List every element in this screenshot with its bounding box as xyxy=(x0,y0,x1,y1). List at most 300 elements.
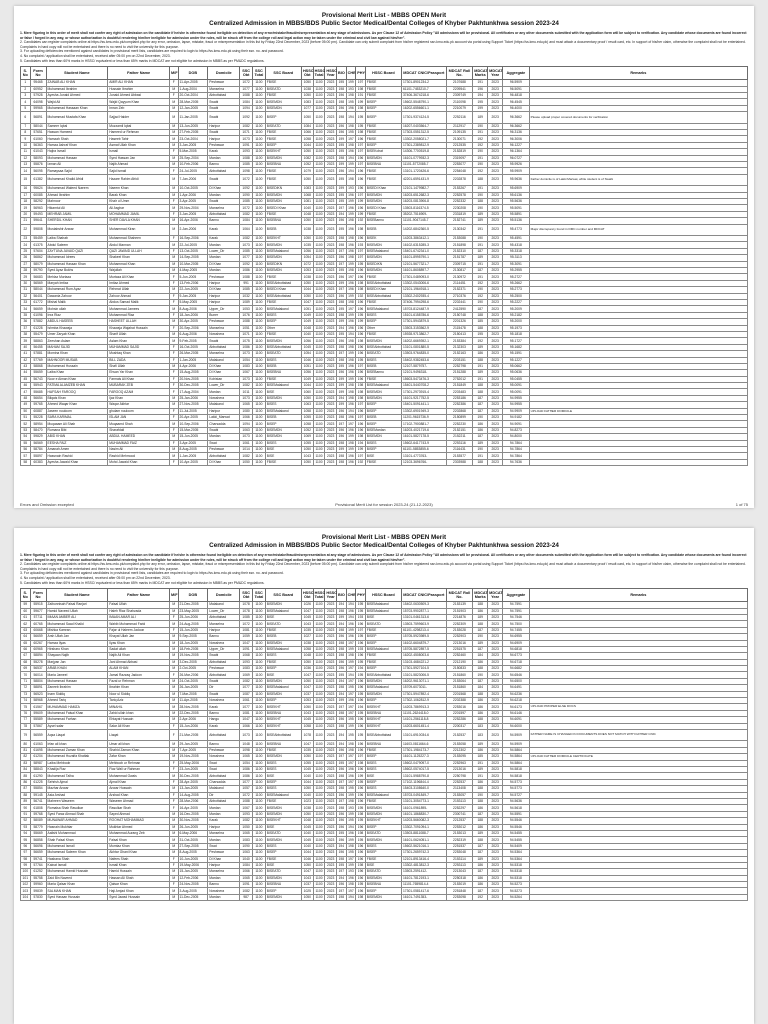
table-cell: 195 xyxy=(356,779,366,785)
table-cell: BISEP xyxy=(365,824,401,830)
table-cell: Mansehra xyxy=(208,351,240,357)
table-cell: 37 xyxy=(21,325,31,331)
table-cell: 1043 xyxy=(301,710,313,716)
table-cell: 59741 xyxy=(30,856,46,862)
table-cell: F xyxy=(170,723,179,729)
table-cell: 96.1364 xyxy=(503,149,530,155)
table-cell: Bannu xyxy=(208,218,240,224)
table-cell: Ehtayat Hussain xyxy=(108,717,170,723)
table-cell: 191 xyxy=(473,274,488,280)
table-cell: 101 xyxy=(21,875,31,881)
table-cell: 196 xyxy=(346,830,356,836)
table-cell: 2023 xyxy=(325,242,337,248)
table-cell: 94 xyxy=(21,830,31,836)
table-cell: 95.1591 xyxy=(503,351,530,357)
table-cell: 56095 xyxy=(30,168,46,174)
table-cell: 95.6909 xyxy=(503,186,530,192)
table-cell: 196 xyxy=(346,280,356,286)
table-cell: 1038 xyxy=(301,86,313,92)
table-cell: 2023 xyxy=(488,710,503,716)
table-cell: Ijaz Khan xyxy=(108,395,170,401)
table-cell: 1011 xyxy=(240,389,253,395)
table-cell: 1100 xyxy=(313,325,325,331)
table-cell: 1100 xyxy=(313,211,325,217)
table-cell: 61808 xyxy=(30,805,46,811)
table-cell: Lakki_Marwat xyxy=(208,415,240,421)
table-cell: 95.4591 xyxy=(503,236,530,242)
table-cell: 1038 xyxy=(301,640,313,646)
table-cell: 2023 xyxy=(325,894,337,900)
table-cell: 199 xyxy=(356,99,366,105)
table-cell: 55897 xyxy=(30,453,46,459)
table-cell: Muhammad Hassan xyxy=(46,678,108,684)
table-cell: 193 xyxy=(356,614,366,620)
table-cell: 61375 xyxy=(30,242,46,248)
table-cell: 30-Dec-2005 xyxy=(178,383,208,389)
table-cell: 95.4318 xyxy=(503,242,530,248)
table-cell: Rasulkar Shah xyxy=(108,805,170,811)
table-cell: M xyxy=(170,837,179,843)
table-cell: 61 xyxy=(21,614,31,620)
table-cell: 190 xyxy=(473,446,488,452)
table-cell: Peshawar xyxy=(208,850,240,856)
table-cell: Abbottabad xyxy=(208,798,240,804)
table-cell: 1100 xyxy=(252,224,265,236)
table-cell: BISEBNU xyxy=(365,161,401,167)
table-cell: 1084 xyxy=(301,123,313,129)
table-cell: 198 xyxy=(356,894,366,900)
table-cell: 10-Mar-2005 xyxy=(178,261,208,267)
table-cell: Zahid ullah khan xyxy=(108,710,170,716)
table-cell: 2023 xyxy=(488,192,503,198)
table-cell: 1100 xyxy=(252,236,265,242)
document-subtitle: Centralized Admission in MBBS/BDS Public Sector Medical/Dental Colleges of Khyber Pakhtunkhwa session 2023-24 xyxy=(209,542,559,549)
table-cell: 15602-0479097-0 xyxy=(401,760,446,766)
table-cell: 1088 xyxy=(240,798,253,804)
table-cell: 11101-2624418-0 xyxy=(401,710,446,716)
table-cell: 1056 xyxy=(301,248,313,254)
table-cell: 2023 xyxy=(488,218,503,224)
table-cell: 2023 xyxy=(488,236,503,242)
table-cell: 1100 xyxy=(252,640,265,646)
table-cell: 17301-5943879-5 xyxy=(401,319,446,325)
table-cell: 15602-6417743-9 xyxy=(401,440,446,446)
table-cell: F xyxy=(170,325,179,331)
table-cell: 1050 xyxy=(301,894,313,900)
table-cell: 94.5318 xyxy=(503,862,530,868)
table-cell: 196 xyxy=(356,136,366,142)
table-cell: 83 xyxy=(21,760,31,766)
table-cell: 1100 xyxy=(313,621,325,627)
table-cell: 60952 xyxy=(30,86,46,92)
table-cell: 2023 xyxy=(488,698,503,704)
table-cell: 56654 xyxy=(30,395,46,401)
table-cell: 104 xyxy=(21,894,31,900)
table-cell: FBISE xyxy=(365,130,401,136)
table-cell: 198 xyxy=(346,389,356,395)
table-cell: 95.2955 xyxy=(503,268,530,274)
table-cell: 61101-4298213-4 xyxy=(401,627,446,633)
table-cell: 55943 xyxy=(30,383,46,389)
table-cell: 84 xyxy=(21,767,31,773)
table-cell: Please upload proper covered documents for verification xyxy=(529,112,747,124)
table-cell: 195 xyxy=(346,685,356,691)
table-cell: BISEP xyxy=(365,754,401,760)
table-cell: 195 xyxy=(337,199,347,205)
table-cell: 59839 xyxy=(30,888,46,894)
table-cell: 11101-7659814-4 xyxy=(401,882,446,888)
column-header: Student Name xyxy=(46,589,108,602)
table-cell: Najib Ahmad xyxy=(108,161,170,167)
table-cell: 190 xyxy=(473,415,488,421)
table-cell: F xyxy=(170,672,179,678)
table-cell: 1100 xyxy=(313,338,325,344)
table-cell: 1100 xyxy=(252,805,265,811)
table-cell: 13101-4773763- xyxy=(401,453,446,459)
table-cell: 94.6091 xyxy=(503,717,530,723)
table-cell: 1048 xyxy=(301,211,313,217)
table-cell: Sameer Iqbal xyxy=(46,123,108,129)
table-cell: 197 xyxy=(337,779,347,785)
table-cell: 1038 xyxy=(301,274,313,280)
table-cell: Mardan xyxy=(208,255,240,261)
table-cell: 1043 xyxy=(301,621,313,627)
table-cell: 1050 xyxy=(301,80,313,86)
table-cell: 58093 xyxy=(30,155,46,161)
table-cell: 1100 xyxy=(313,627,325,633)
table-cell: M xyxy=(170,192,179,198)
table-cell: 1056 xyxy=(301,370,313,376)
table-cell: 38 xyxy=(21,331,31,337)
table-cell: 94.6818 xyxy=(503,646,530,652)
note: 5. Candidates with less than 60% marks in HSSC/ equivalent or less than 65% marks in MDCAT are not eligible for admission in MBBS as per PM&DC regulations. xyxy=(20,580,265,585)
table-cell: 190 xyxy=(473,149,488,155)
table-cell: 1100 xyxy=(313,186,325,192)
table-cell: Jaseen nuuloom xyxy=(46,408,108,414)
table-cell: Fiaz Wali ur Rahman xyxy=(108,767,170,773)
table-cell: 1094 xyxy=(240,421,253,427)
table-cell: 194 xyxy=(337,729,347,741)
table-cell: BISEAbbottabad xyxy=(365,729,401,741)
table-cell: 59765 xyxy=(30,402,46,408)
table-cell: Nowshera xyxy=(208,395,240,401)
column-header: BIO xyxy=(337,589,347,602)
table-cell: Mardan xyxy=(208,192,240,198)
table-cell: 1100 xyxy=(313,255,325,261)
note: 1. Mere figuring in this order of merit shall not confer any right of admission on the candidate if he/she is otherwise found ineligible on detection of any error/mistake/fraud/misrepresentation at any stage of admissions. As per Clause 12 of Admission Policy "All admissions will be provisional. All certificates or any other documents submitted with the application form will be subject to verification. Any candidate whose documents are found incorrect or false / forged in any way, or whose authorization is doubtful rendering him/her ineligible for admission under the rules, will be struck off from the college roll and legal action may be taken under the criminal and civil law against him/her". xyxy=(20,553,747,562)
table-cell: BISEKohat xyxy=(365,149,401,155)
table-cell: Kainat Ismail xyxy=(46,862,108,868)
table-cell: 2023 xyxy=(325,754,337,760)
table-cell: BISEATD xyxy=(265,869,301,875)
table-cell: 15401-5091441-1 xyxy=(401,402,446,408)
table-cell: Muqaamd Shah xyxy=(108,421,170,427)
table-cell: 41 xyxy=(21,351,31,357)
table-cell: 194 xyxy=(346,331,356,337)
table-cell: Mardan xyxy=(208,434,240,440)
table-cell: 2023 xyxy=(325,608,337,614)
table-cell: 196 xyxy=(337,338,347,344)
table-cell: FBISE xyxy=(265,627,301,633)
table-cell: 55685 xyxy=(30,389,46,395)
table-cell: 1089 xyxy=(240,299,253,305)
table-cell: F xyxy=(170,344,179,350)
table-cell: 195 xyxy=(356,112,366,124)
table-cell: Khayat Ullah Jan xyxy=(108,634,170,640)
table-cell: BISEMDN xyxy=(265,268,301,274)
table-cell: BISEMDN xyxy=(365,395,401,401)
table-cell: Muhammad Saad Khalid xyxy=(46,621,108,627)
column-header: Form No xyxy=(30,589,46,602)
table-cell: F xyxy=(170,376,179,382)
table-cell: 2251575 xyxy=(446,646,473,652)
table-cell: 197 xyxy=(346,640,356,646)
table-cell: 198 xyxy=(337,710,347,716)
table-cell: M xyxy=(170,268,179,274)
table-cell: 1100 xyxy=(313,205,325,211)
table-cell: 197 xyxy=(356,142,366,148)
table-cell: 59829 xyxy=(30,434,46,440)
table-cell: M xyxy=(170,691,179,697)
table-cell: 94.8000 xyxy=(503,434,530,440)
table-cell: 95.2773 xyxy=(503,287,530,293)
table-cell: 82 xyxy=(21,754,31,760)
table-cell: 197 xyxy=(346,856,356,862)
table-cell: 15-Mar-2005 xyxy=(178,427,208,433)
table-cell: F xyxy=(170,312,179,318)
table-cell: 1100 xyxy=(313,168,325,174)
table-cell: FBISE xyxy=(365,80,401,86)
table-cell: 196 xyxy=(346,242,356,248)
table-cell: BISES xyxy=(365,843,401,849)
table-cell: 1025 xyxy=(301,888,313,894)
table-cell: M xyxy=(170,242,179,248)
table-cell: 199 xyxy=(337,319,347,325)
table-cell: 191 xyxy=(473,224,488,236)
table-cell: 1050 xyxy=(301,862,313,868)
table-cell: 1100 xyxy=(313,112,325,124)
table-cell: 188 xyxy=(473,717,488,723)
table-cell: 1053 xyxy=(240,306,253,312)
table-cell: 96.4000 xyxy=(503,105,530,111)
table-cell: BISES xyxy=(265,402,301,408)
table-cell: 2252798 xyxy=(446,363,473,369)
table-cell: 2150748 xyxy=(446,312,473,318)
table-cell: 2201597 xyxy=(446,710,473,716)
table-cell: 2309715 xyxy=(446,261,473,267)
table-cell: 2023 xyxy=(325,357,337,363)
table-cell: Momina Khan xyxy=(46,351,108,357)
table-cell: 2230208 xyxy=(446,205,473,211)
table-cell: 1049 xyxy=(301,376,313,382)
table-cell: 187 xyxy=(473,646,488,652)
table-cell: 94.5618 xyxy=(503,805,530,811)
table-cell: 59145 xyxy=(30,792,46,798)
table-cell: 196 xyxy=(356,408,366,414)
table-cell: 196 xyxy=(346,773,356,779)
table-cell: Muzzamil Iqbal xyxy=(108,123,170,129)
merit-table xyxy=(20,66,748,466)
table-cell: 1081 xyxy=(240,710,253,716)
table-cell: 1072 xyxy=(240,621,253,627)
table-cell: SHER DAVLA KHAN xyxy=(108,218,170,224)
table-cell: 1058 xyxy=(301,408,313,414)
table-cell: 1100 xyxy=(313,218,325,224)
table-cell: 2209541 xyxy=(446,86,473,92)
table-cell: 60668 xyxy=(30,627,46,633)
table-cell: 2023 xyxy=(488,621,503,627)
table-cell: BISEKHT xyxy=(365,704,401,710)
table-cell: 14 xyxy=(21,168,31,174)
table-cell: 15602-5548790-1 xyxy=(401,99,446,105)
table-cell: FBISE xyxy=(265,130,301,136)
table-cell: BISEATD xyxy=(265,123,301,129)
table-cell: 1053 xyxy=(301,698,313,704)
table-cell: 1050 xyxy=(301,459,313,465)
table-cell xyxy=(529,459,747,465)
table-cell: 2201568 xyxy=(446,691,473,697)
table-cell: 2023 xyxy=(325,678,337,684)
table-cell: 3-Jan-2005 xyxy=(178,211,208,217)
table-cell: 1100 xyxy=(313,640,325,646)
table-cell: 1100 xyxy=(313,786,325,792)
table-cell: BISEBannu xyxy=(365,370,401,376)
table-cell: 1088 xyxy=(240,319,253,325)
table-cell: 195 xyxy=(337,760,347,766)
table-cell: 198 xyxy=(346,236,356,242)
notes-block xyxy=(20,553,748,585)
table-cell: 15401-6742341-0 xyxy=(401,248,446,254)
table-cell: 2113408 xyxy=(446,786,473,792)
table-cell: BISEDI Khan xyxy=(365,205,401,211)
table-cell: BISEMDN xyxy=(365,811,401,817)
table-cell: 2023 xyxy=(325,112,337,124)
table-cell: 2023 xyxy=(488,798,503,804)
table-cell: 195 xyxy=(356,261,366,267)
table-cell: Waseem Ahmad xyxy=(108,798,170,804)
table-cell: 1072 xyxy=(240,174,253,186)
table-cell: 55459 xyxy=(30,236,46,242)
table-cell: 195 xyxy=(346,130,356,136)
table-cell: 2023 xyxy=(325,627,337,633)
table-cell: 95.9909 xyxy=(503,168,530,174)
table-cell: 71 xyxy=(21,678,31,684)
table-row xyxy=(21,174,748,186)
table-cell: 8-Aug-2005 xyxy=(178,850,208,856)
table-cell: BISEB xyxy=(265,224,301,236)
table-cell: 15705-5923989-5 xyxy=(401,634,446,640)
table-cell: FBISE xyxy=(365,459,401,465)
table-cell: 2023 xyxy=(325,691,337,697)
table-cell: 194 xyxy=(346,112,356,124)
table-cell: 16101-8608897-7 xyxy=(401,268,446,274)
table-cell: 2152741 xyxy=(446,218,473,224)
table-cell: 2023 xyxy=(488,287,503,293)
table-cell: BISEATD xyxy=(365,869,401,875)
table-cell: 196 xyxy=(356,370,366,376)
table-cell: 2023 xyxy=(488,357,503,363)
table-cell: 1100 xyxy=(252,659,265,665)
table-cell: 197 xyxy=(337,421,347,427)
table-cell: Mardan xyxy=(208,155,240,161)
table-cell: 193 xyxy=(356,646,366,652)
table-cell: 199 xyxy=(356,319,366,325)
table-cell: Abdul Mannan xyxy=(108,242,170,248)
table-cell: 1077 xyxy=(240,685,253,691)
merit-table xyxy=(20,588,748,901)
table-cell: 198 xyxy=(337,627,347,633)
table-cell: 184 xyxy=(473,653,488,659)
table-cell: 1058 xyxy=(301,421,313,427)
table-cell: 1100 xyxy=(313,123,325,129)
table-cell: BISEMDN xyxy=(365,192,401,198)
table-cell: BISEKHT xyxy=(365,723,401,729)
table-cell: 94.5636 xyxy=(503,798,530,804)
table-cell: 2023 xyxy=(325,415,337,421)
table-cell: 2023 xyxy=(325,370,337,376)
table-cell: 194 xyxy=(337,843,347,849)
table-cell: 94.5273 xyxy=(503,882,530,888)
table-cell: Malakand xyxy=(208,402,240,408)
table-cell: 2153113 xyxy=(446,798,473,804)
table-cell: 1100 xyxy=(313,105,325,111)
table-cell: 2023 xyxy=(488,255,503,261)
table-cell: 1100 xyxy=(252,325,265,331)
table-cell: 1026 xyxy=(301,602,313,608)
table-cell: 18-Jun-2005 xyxy=(178,640,208,646)
table-cell: 13-Feb-2006 xyxy=(178,280,208,286)
table-cell: 194 xyxy=(346,602,356,608)
table-cell: 2213043 xyxy=(446,869,473,875)
table-cell: 198 xyxy=(337,685,347,691)
table-cell: 1100 xyxy=(313,142,325,148)
table-cell: 188 xyxy=(473,383,488,389)
table-cell: BISEDI Khan xyxy=(365,186,401,192)
table-cell: 1100 xyxy=(313,741,325,747)
table-cell: 197 xyxy=(356,161,366,167)
table-cell: 1100 xyxy=(252,299,265,305)
table-cell: 1050 xyxy=(301,659,313,665)
table-cell: Maria Qaisar Khan xyxy=(46,882,108,888)
table-cell: 196 xyxy=(356,421,366,427)
table-cell: M xyxy=(170,698,179,704)
table-cell: 17301-0489093-0 xyxy=(401,274,446,280)
table-cell: BISE xyxy=(265,824,301,830)
table-cell: BISE xyxy=(265,453,301,459)
table-cell: 2023 xyxy=(488,402,503,408)
table-cell: 2253098 xyxy=(446,894,473,900)
table-cell: 2212302 xyxy=(446,747,473,753)
table-cell: 186 xyxy=(473,659,488,665)
table-cell: Mohd Jawaid Khan xyxy=(108,459,170,465)
column-header: Father Name xyxy=(108,67,170,80)
table-cell: 194 xyxy=(337,211,347,217)
table-cell: M xyxy=(170,205,179,211)
table-cell: 196 xyxy=(337,274,347,280)
table-cell: 2253113 xyxy=(446,862,473,868)
table-cell: 28-Mar-2005 xyxy=(178,99,208,105)
table-cell: 58292 xyxy=(30,199,46,205)
table-cell: 189 xyxy=(473,344,488,350)
table-cell: Farmais Ali Khan xyxy=(108,376,170,382)
table-cell: Sadat ullah xyxy=(108,646,170,652)
table-cell: 186 xyxy=(473,421,488,427)
table-cell: 6 xyxy=(21,112,31,124)
table-cell: Hamid Hussain xyxy=(108,869,170,875)
table-cell: 60383 xyxy=(30,459,46,465)
table-cell: Arsh Ullah Jan xyxy=(46,634,108,640)
table-cell: 9 xyxy=(21,136,31,142)
